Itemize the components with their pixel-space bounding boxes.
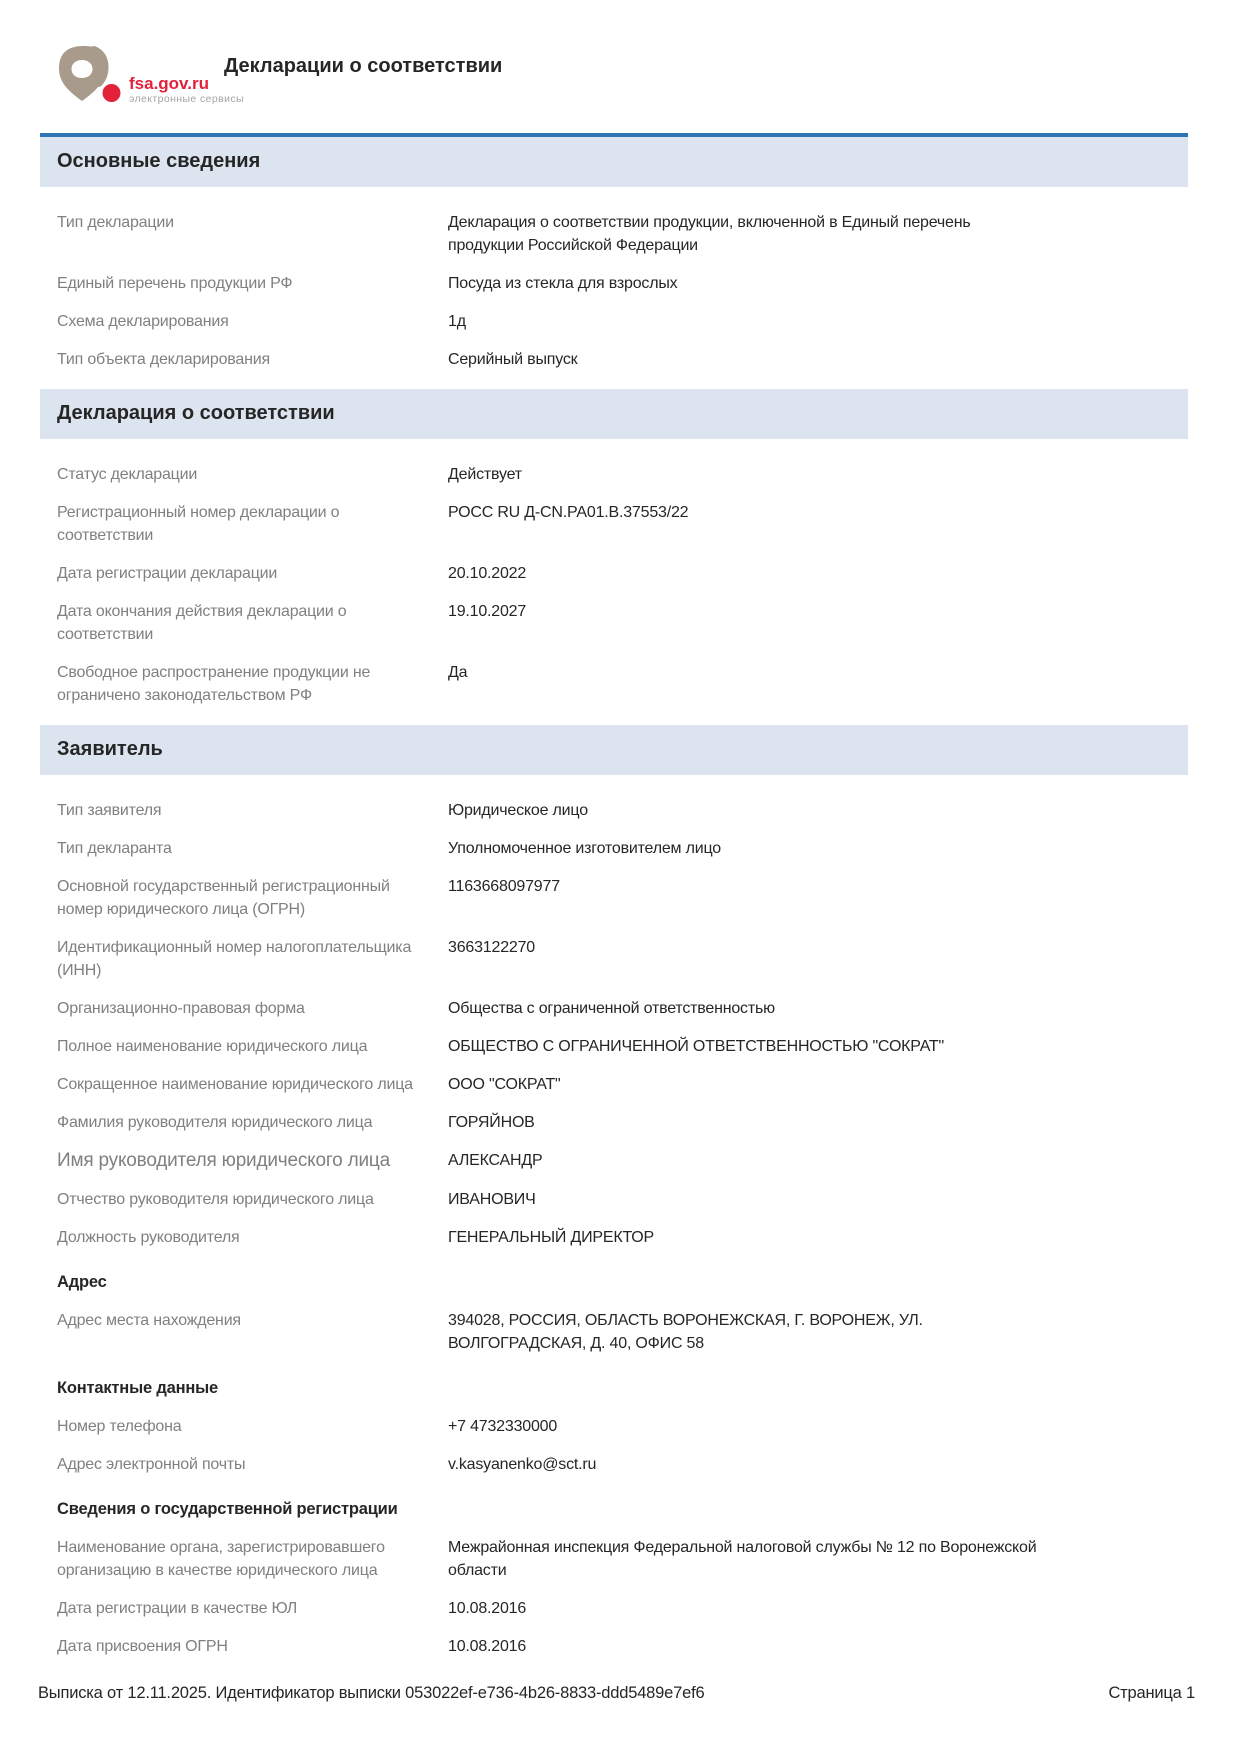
field-value: +7 4732330000 <box>448 1418 558 1435</box>
subsection-heading: Адрес <box>57 1273 107 1291</box>
field-row <box>40 1536 1188 1582</box>
field-row <box>40 501 1188 547</box>
field-label: Единый перечень продукции РФ <box>57 275 293 292</box>
field-row <box>40 272 1188 295</box>
field-row <box>40 1635 1188 1658</box>
field-value: Действует <box>448 466 522 483</box>
field-row <box>40 1226 1188 1249</box>
field-label: Дата регистрации в качестве ЮЛ <box>57 1600 298 1617</box>
field-label: Тип декларации <box>57 214 174 231</box>
field-value: 3663122270 <box>448 939 535 956</box>
field-label: Дата регистрации декларации <box>57 565 278 582</box>
field-value: 394028, РОССИЯ, ОБЛАСТЬ ВОРОНЕЖСКАЯ, Г. ВОРОНЕЖ, УЛ. ВОЛГОГРАДСКАЯ, Д. 40, ОФИС 58 <box>448 1312 923 1352</box>
section-rows <box>40 439 1188 707</box>
field-row <box>40 1149 1188 1173</box>
field-value: 20.10.2022 <box>448 565 527 582</box>
footer-page-number: Страница 1 <box>1108 1684 1195 1702</box>
field-row <box>40 837 1188 860</box>
field-value: ОБЩЕСТВО С ОГРАНИЧЕННОЙ ОТВЕТСТВЕННОСТЬЮ "СОКРАТ" <box>448 1038 944 1055</box>
field-value: Да <box>448 664 468 681</box>
field-label: Тип объекта декларирования <box>57 351 270 368</box>
field-row <box>40 997 1188 1020</box>
page-title: Декларации о соответствии <box>224 55 503 77</box>
field-row <box>40 875 1188 921</box>
section-3 <box>40 725 1188 1658</box>
field-label: Полное наименование юридического лица <box>57 1038 368 1055</box>
field-label: Имя руководителя юридического лица <box>57 1150 390 1171</box>
field-value: 10.08.2016 <box>448 1638 527 1655</box>
field-label: Схема декларирования <box>57 313 229 330</box>
section-header: Заявитель <box>40 725 1188 775</box>
subsection-heading: Контактные данные <box>57 1379 218 1397</box>
field-row <box>40 661 1188 707</box>
field-row <box>40 799 1188 822</box>
document-body <box>40 133 1188 1658</box>
field-label: Должность руководителя <box>57 1229 240 1246</box>
section-header: Декларация о соответствии <box>40 389 1188 439</box>
field-label: Дата окончания действия декларации о соответствии <box>57 603 347 643</box>
field-row <box>40 1309 1188 1355</box>
document-footer <box>38 1682 1195 1704</box>
field-label: Организационно-правовая форма <box>57 1000 305 1017</box>
document-header <box>0 0 1240 133</box>
field-label: Фамилия руководителя юридического лица <box>57 1114 373 1131</box>
field-row <box>40 1453 1188 1476</box>
field-label: Дата присвоения ОГРН <box>57 1638 228 1655</box>
field-label: Сокращенное наименование юридического лица <box>57 1076 413 1093</box>
field-label: Основной государственный регистрационный номер юридического лица (ОГРН) <box>57 878 390 918</box>
fsa-logo-brand: fsa.gov.ru <box>129 74 209 93</box>
field-row <box>40 1188 1188 1211</box>
footer-extract-info: Выписка от 12.11.2025. Идентификатор выписки 053022ef-e736-4b26-8833-ddd5489e7ef6 <box>38 1684 705 1702</box>
field-label: Наименование органа, зарегистрировавшего организацию в качестве юридического лица <box>57 1539 385 1579</box>
field-row <box>40 310 1188 333</box>
section-2 <box>40 389 1188 707</box>
section-rows <box>40 187 1188 371</box>
field-label: Отчество руководителя юридического лица <box>57 1191 374 1208</box>
fsa-logo-tagline: электронные сервисы <box>129 93 244 105</box>
field-value: Декларация о соответствии продукции, включенной в Единый перечень продукции Российской Федерации <box>448 214 971 254</box>
field-value: ООО "СОКРАТ" <box>448 1076 561 1093</box>
field-row <box>40 348 1188 371</box>
field-label: Номер телефона <box>57 1418 182 1435</box>
field-value: ГЕНЕРАЛЬНЫЙ ДИРЕКТОР <box>448 1229 655 1246</box>
field-value: ГОРЯЙНОВ <box>448 1114 535 1131</box>
field-row <box>40 211 1188 257</box>
field-label: Регистрационный номер декларации о соответствии <box>57 504 340 544</box>
field-value: 19.10.2027 <box>448 603 527 620</box>
field-row <box>40 1597 1188 1620</box>
field-value: Юридическое лицо <box>448 802 588 819</box>
field-row <box>40 1073 1188 1096</box>
field-value: Общества с ограниченной ответственностью <box>448 1000 775 1017</box>
field-label: Идентификационный номер налогоплательщика (ИНН) <box>57 939 412 979</box>
field-value: Уполномоченное изготовителем лицо <box>448 840 721 857</box>
field-label: Свободное распространение продукции не ограничено законодательством РФ <box>57 664 371 704</box>
field-value: v.kasyanenko@sct.ru <box>448 1456 597 1473</box>
section-header: Основные сведения <box>40 133 1188 187</box>
field-label: Тип декларанта <box>57 840 172 857</box>
field-value: 1163668097977 <box>448 878 560 895</box>
field-row <box>40 562 1188 585</box>
field-label: Статус декларации <box>57 466 198 483</box>
field-row <box>40 600 1188 646</box>
field-row <box>40 936 1188 982</box>
section-rows <box>40 775 1188 1658</box>
field-value: АЛЕКСАНДР <box>448 1152 543 1169</box>
field-value: 10.08.2016 <box>448 1600 527 1617</box>
field-label: Адрес электронной почты <box>57 1456 246 1473</box>
fsa-shield-a-icon <box>55 44 123 106</box>
field-row <box>40 1415 1188 1438</box>
red-dot-icon <box>103 84 121 102</box>
field-value: Межрайонная инспекция Федеральной налоговой службы № 12 по Воронежской области <box>448 1539 1037 1579</box>
fsa-logo-text <box>129 74 244 106</box>
field-value: Посуда из стекла для взрослых <box>448 275 678 292</box>
field-row <box>40 1035 1188 1058</box>
field-label: Адрес места нахождения <box>57 1312 241 1329</box>
section-1 <box>40 133 1188 371</box>
field-row <box>40 1111 1188 1134</box>
field-value: Серийный выпуск <box>448 351 578 368</box>
field-value: ИВАНОВИЧ <box>448 1191 536 1208</box>
field-value: РОСС RU Д-CN.РА01.В.37553/22 <box>448 504 689 521</box>
fsa-logo <box>55 44 244 106</box>
subsection-heading: Сведения о государственной регистрации <box>57 1500 398 1518</box>
field-value: 1д <box>448 313 466 330</box>
field-row <box>40 463 1188 486</box>
field-label: Тип заявителя <box>57 802 162 819</box>
